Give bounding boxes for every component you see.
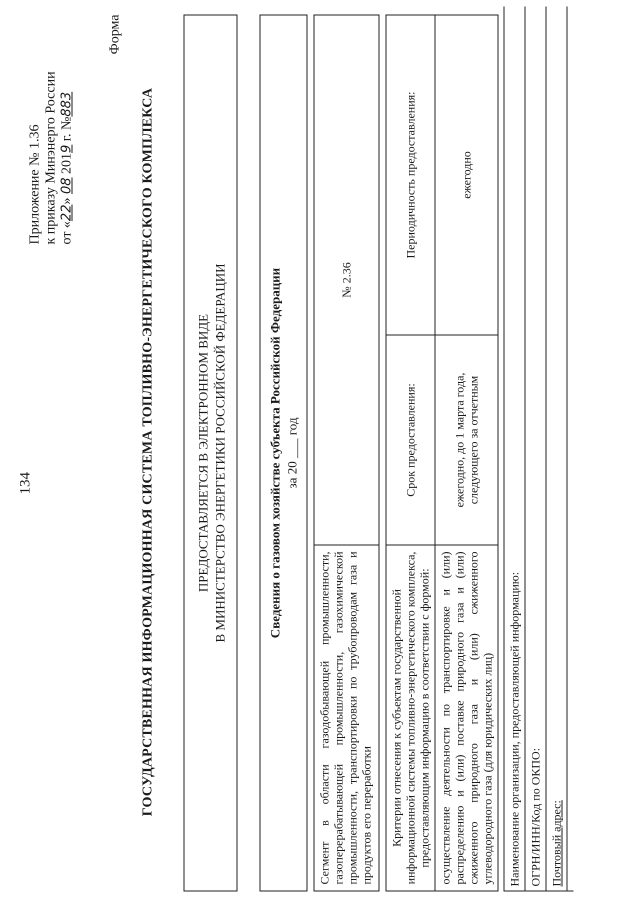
deadline-body: ежегодно, до 1 марта года, следующего за отчетным [435,335,498,545]
address-field: Почтовый адрес: [549,800,564,887]
appendix-number: Приложение № 1.36 [27,124,43,245]
submission-line-2: В МИНИСТЕРСТВО ЭНЕРГЕТИКИ РОССИЙСКОЙ ФЕДЕРАЦИИ [212,263,228,643]
handwritten-month: 08 [59,177,75,195]
submission-line-1: ПРЕДОСТАВЛЯЕТСЯ В ЭЛЕКТРОННОМ ВИДЕ [195,313,211,593]
report-period: за 20 ___ год [284,417,300,489]
ogrn-field: ОГРН/ИНН/Код по ОКПО: [526,7,547,891]
handwritten-order-number: 883 [59,91,75,117]
report-title: Сведения о газовом хозяйстве субъекта Российской Федерации [267,267,283,639]
handwritten-year-digit: 9 [59,144,75,153]
criteria-body-row [435,15,498,891]
period-body: ежегодно [435,15,498,335]
segment-text: Сегмент в области газодобывающей промышленности, газоперерабатывающей промышленности, газохимической промышленности, транспортировки по трубопроводам газа и продуктов его переработки [314,545,379,891]
criteria-header: Критерии отнесения к субъектам государственной информационной системы топливно-энергетического комплекса, предоставляющим информацию в соответствии с формой: [386,545,435,891]
appendix-order-date: от «22» 08 2019 г. №883 [59,91,75,245]
document-sheet [6,5,636,900]
page-number: 134 [17,472,34,495]
form-label: Форма [107,14,123,55]
organization-info [504,7,574,892]
submission-box [184,15,238,892]
org-name-field: Наименование организации, предоставляющей информацию: [505,7,526,891]
segment-row [314,15,379,891]
criteria-table [386,15,499,892]
period-header: Периодичность предоставления: [386,15,435,335]
criteria-body: осуществление деятельности по транспортировке и (или) распределению и (или) поставке природного газа и (или) сжиженного природного газа и (или) сжиженного углеводородного газа (для юридических лиц) [435,545,498,891]
appendix-block [28,15,76,245]
appendix-order: к приказу Минэнерго России [43,71,59,245]
report-title-box [260,15,308,892]
document-title: ГОСУДАРСТВЕННАЯ ИНФОРМАЦИОННАЯ СИСТЕМА ТОПЛИВНО-ЭНЕРГЕТИЧЕСКОГО КОМПЛЕКСА [140,87,156,817]
criteria-header-row [386,15,435,891]
handwritten-day: 22 [59,204,75,222]
deadline-header: Срок предоставления: [386,335,435,545]
segment-table [314,15,380,892]
form-number: № 2.36 [314,15,379,545]
